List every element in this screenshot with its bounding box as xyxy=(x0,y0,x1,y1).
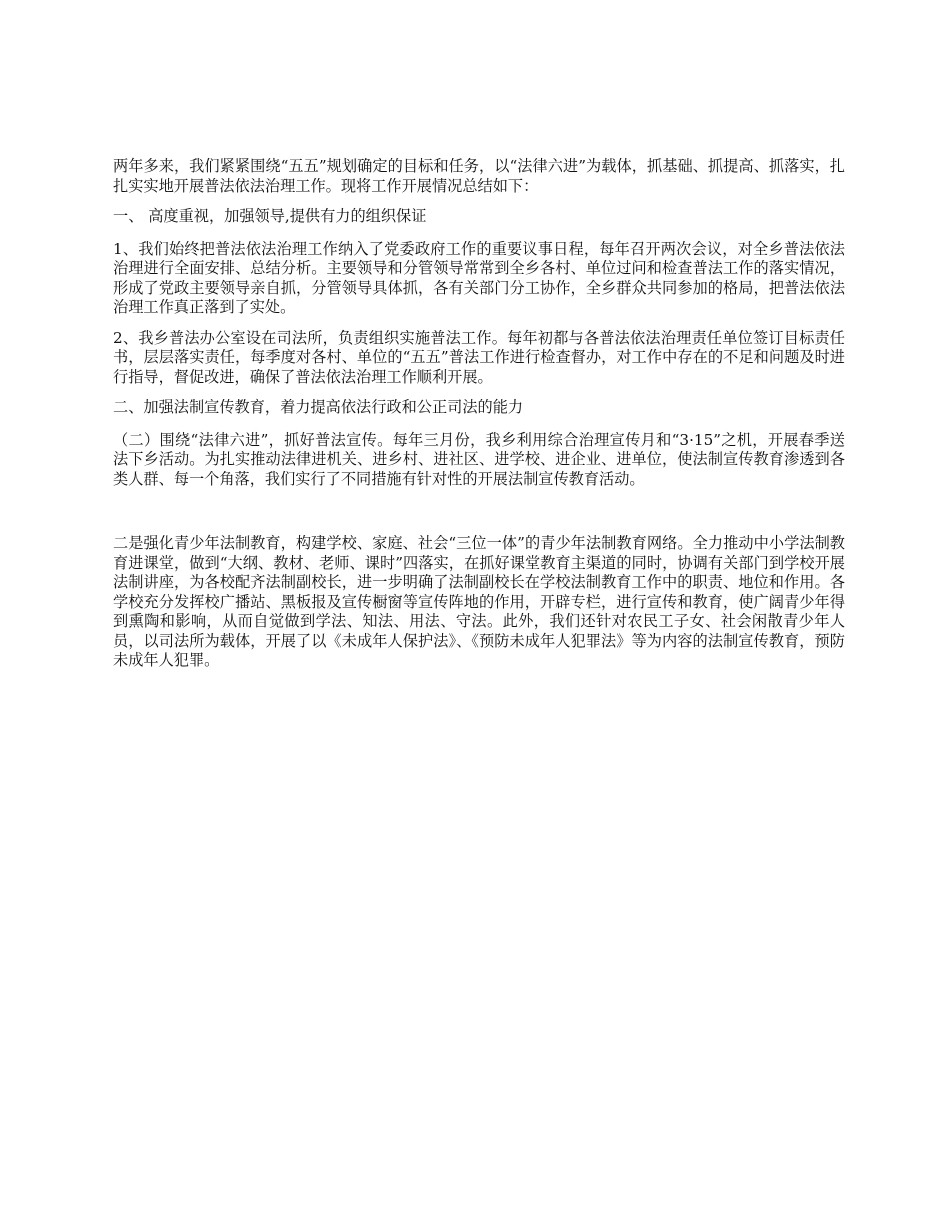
paragraph-youth-education: 二是强化青少年法制教育，构建学校、家庭、社会“三位一体”的青少年法制教育网络。全力推动中小学法制教育进课堂，做到“大纲、教材、老师、课时”四落实，在抓好课堂教育主渠道的同时，协调有关部门到学校开展法制讲座，为各校配齐法制副校长，进一步明确了法制副校长在学校法制教育工作中的职责、地位和作用。各学校充分发挥校广播站、黑板报及宣传橱窗等宣传阵地的作用，开辟专栏，进行宣传和教育，使广阔青少年得到熏陶和影响，从而自觉做到学法、知法、用法、守法。此外，我们还针对农民工子女、社会闲散青少年人员，以司法所为载体，开展了以《未成年人保护法》、《预防未成年人犯罪法》等为内容的法制宣传教育，预防未成年人犯罪。 xyxy=(113,534,845,669)
paragraph-item-1: 1、我们始终把普法依法治理工作纳入了党委政府工作的重要议事日程，每年召开两次会议，对全乡普法依法治理进行全面安排、总结分析。主要领导和分管领导常常到全乡各村、单位过问和检查普法工作的落实情况，形成了党政主要领导亲自抓，分管领导具体抓，各有关部门分工协作，全乡群众共同参加的格局，把普法依法治理工作真正落到了实处。 xyxy=(113,239,845,316)
document-body xyxy=(113,157,845,682)
paragraph-law-promotion: （二）围绕“法律六进”，抓好普法宣传。每年三月份，我乡利用综合治理宣传月和“3·15”之机，开展春季送法下乡活动。为扎实推动法律进机关、进乡村、进社区、进学校、进企业、进单位，使法制宣传教育渗透到各类人群、每一个角落，我们实行了不同措施有针对性的开展法制宣传教育活动。 xyxy=(113,430,845,488)
paragraph-gap xyxy=(113,500,845,534)
paragraph-item-2: 2、我乡普法办公室设在司法所，负责组织实施普法工作。每年初都与各普法依法治理责任单位签订目标责任书，层层落实责任，每季度对各村、单位的“五五”普法工作进行检查督办，对工作中存在的不足和问题及时进行指导，督促改进，确保了普法依法治理工作顺利开展。 xyxy=(113,328,845,386)
intro-paragraph: 两年多来，我们紧紧围绕“五五”规划确定的目标和任务，以“法律六进”为载体，抓基础、抓提高、抓落实，扎扎实实地开展普法依法治理工作。现将工作开展情况总结如下： xyxy=(113,157,845,195)
section-heading-1: 一、 高度重视，加强领导,提供有力的组织保证 xyxy=(113,207,427,225)
section-heading-2: 二、加强法制宣传教育，着力提高依法行政和公正司法的能力 xyxy=(113,398,524,416)
